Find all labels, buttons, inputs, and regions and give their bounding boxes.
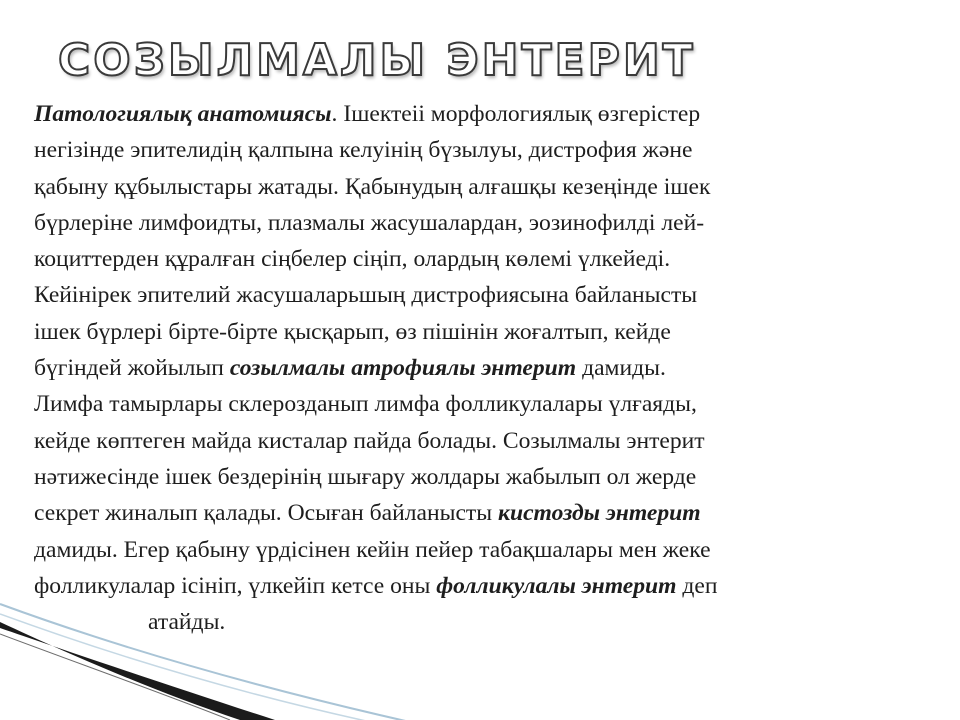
text-segment: фолликулалар ісініп, үлкейіп кетсе оны [34,572,437,599]
text-segment: дамиды. [576,355,666,382]
text-line-2: негізінде эпителидің қалпына келуінің бүзылуы, дистрофия және [34,137,693,164]
text-line-12 [34,495,934,531]
text-segment: бүгіндей жойылып [34,355,230,382]
section-heading: Патологиялық анатомиясы [34,101,332,127]
term-atrophic-enteritis: созылмалы атрофиялы энтерит [229,355,577,382]
text-segment: . Ішектеіі морфологиялық өзгерістер [331,101,701,127]
text-line-13: дамиды. Егер қабыну үрдісінен кейін пейер табақшалары мен жеке [34,536,711,563]
text-line-4: бүрлеріне лимфоидты, плазмалы жасушалардан, эозинофилді лей- [34,209,705,236]
text-line-15: атайды. [148,609,226,636]
term-cystic-enteritis: кистозды энтерит [498,500,701,527]
text-line-9: Лимфа тамырлары склерозданып лимфа фолликулалары үлғаяды, [34,391,697,418]
text-line-5: коциттерден құралған сіңбелер сіңіп, олардың көлемі үлкейеді. [34,246,671,273]
text-line-7: ішек бүрлері бірте-бірте қысқарып, өз пішінін жоғалтып, кейде [34,318,671,345]
text-line-1 [34,96,934,132]
term-follicular-enteritis: фолликулалы энтерит [436,572,677,599]
text-segment: секрет жиналып қалады. Осыған байланысты [34,500,498,527]
slide-title: СОЗЫЛМАЛЫ ЭНТЕРИТ [58,35,696,86]
text-line-8 [34,350,934,386]
text-line-11: нәтижесінде ішек бездерінің шығару жолдары жабылып ол жерде [34,463,697,490]
body-paragraph [34,96,934,640]
text-line-3: қабыну құбылыстары жатады. Қабынудың алғашқы кезеңінде ішек [34,173,711,200]
text-line-10: кейде көптеген майда кисталар пайда болады. Созылмалы энтерит [34,427,705,454]
text-line-6: Кейінірек эпителий жасушаларьшың дистрофиясына байланысты [34,282,698,309]
text-line-14 [34,568,934,604]
text-segment: деп [676,572,718,599]
